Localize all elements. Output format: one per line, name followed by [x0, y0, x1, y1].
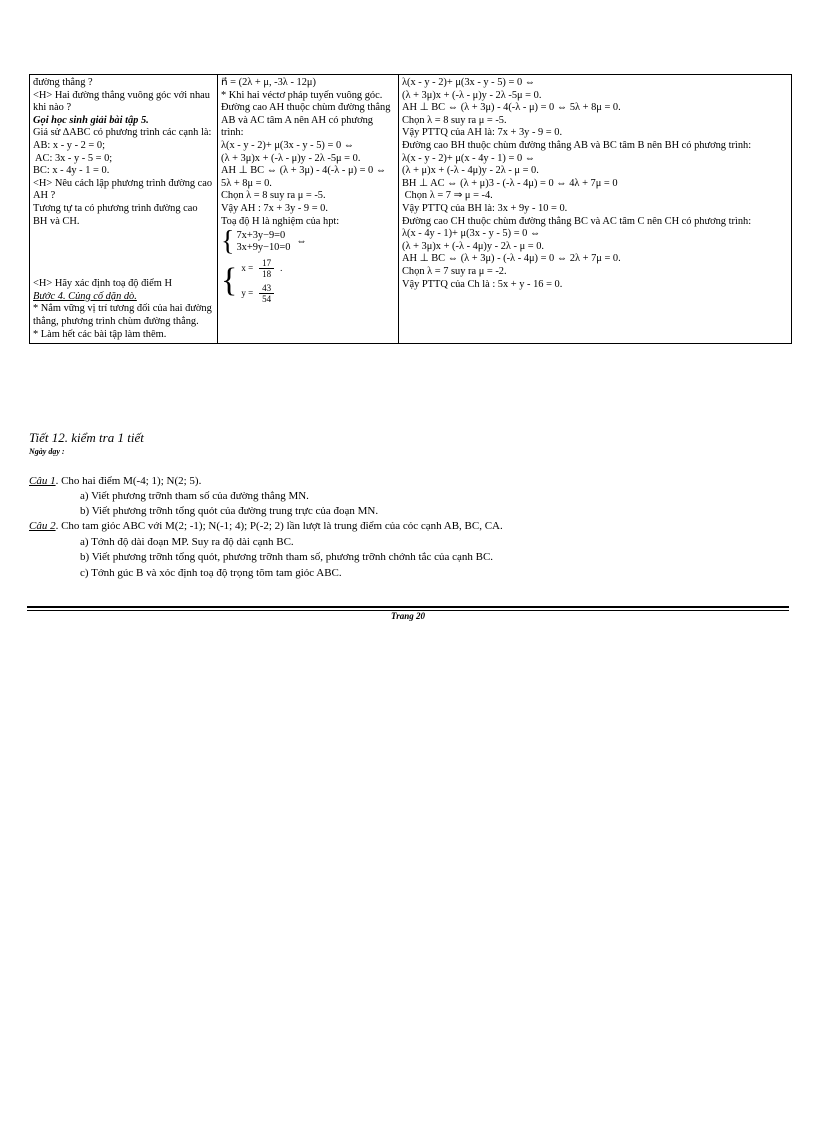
solution-system	[221, 258, 395, 304]
text-line: đường thẳng ?	[33, 77, 93, 88]
spacer	[33, 228, 214, 278]
equation-line: (λ + μ)x + (-λ - 4μ)y - 2λ - μ = 0.	[402, 165, 539, 177]
equation-line: AH ⊥ BC ⇔ (λ + 3μ) - (-λ - 4μ) = 0 ⇔ 2λ + 7μ = 0.	[402, 253, 621, 265]
equation-line: AH ⊥ BC ⇔ (λ + 3μ) - 4(-λ - μ) = 0 ⇔ 5λ + 8μ = 0.	[221, 165, 387, 189]
equiv-symbol: ⇔	[296, 235, 307, 247]
content-column	[399, 75, 792, 344]
equation-line: λ(x - y - 2)+ μ(x - 4y - 1) = 0 ⇔	[402, 152, 536, 164]
equation-line: λ(x - y - 2)+ μ(3x - y - 5) = 0 ⇔	[221, 139, 355, 151]
text-line: * Nắm vững vị trí tương đối của hai đường thẳng, phương trình chùm đường thẳng.	[33, 303, 212, 327]
question-2	[29, 519, 789, 533]
system-eq-2: 3x+9y−10=0	[236, 242, 291, 254]
result-ah: Vậy PTTQ của AH là: 7x + 3y - 9 = 0.	[402, 127, 563, 139]
question-1	[29, 474, 789, 488]
question-2-label: Câu 2	[29, 520, 56, 532]
question-altitude: <H> Nêu cách lập phương trình đường cao AH ?	[33, 177, 213, 202]
equation-line: (λ + 3μ)x + (-λ - μ)y - 2λ -5μ = 0.	[402, 89, 542, 101]
equation-line: Chọn λ = 8 suy ra μ = -5.	[221, 190, 326, 202]
question-2b: b) Viết phương trỡnh tổng quỏt, phương trỡnh tham số, phương trỡnh chớnh tắc của cạnh BC.	[80, 551, 494, 563]
equation-line: Chọn λ = 7 ⇒ μ = -4.	[402, 190, 493, 202]
text-line: Đường cao BH thuộc chùm đường thẳng AB và BC tâm B nên BH có phương trình:	[402, 139, 752, 151]
equation-line: Chọn λ = 7 suy ra μ = -2.	[402, 265, 507, 277]
student-activity-column	[218, 75, 399, 344]
step-heading: Bước 4. Củng cố dặn dò.	[33, 290, 137, 302]
brace-symbol: {	[221, 262, 238, 300]
lesson-table	[29, 74, 792, 344]
text-line: Giả sử ∆ABC có phương trình các cạnh là:	[33, 127, 212, 139]
equation-line: (λ + 3μ)x + (-λ - 4μ)y - 2λ - μ = 0.	[402, 240, 545, 252]
question-1b: b) Viết phương trỡnh tổng quỏt của đường trung trực của đoạn MN.	[80, 505, 379, 517]
equation-line: BH ⊥ AC ⇔ (λ + μ)3 - (-λ - 4μ) = 0 ⇔ 4λ + 7μ = 0	[402, 177, 618, 189]
text-line: Toạ độ H là nghiệm của hpt:	[221, 215, 340, 227]
question-perpendicular: <H> Hai đường thẳng vuông góc với nhau khi nào ?	[33, 89, 210, 114]
solution-x: x = $\frac{17}{18}$ .	[241, 258, 283, 280]
question-1-text: . Cho hai điểm M(-4; 1); N(2; 5).	[55, 475, 202, 487]
question-1a: a) Viết phương trỡnh tham số của đường thẳng MN.	[80, 490, 309, 502]
text-line: * Làm hết các bài tập làm thêm.	[33, 328, 167, 340]
text-line: Tương tự ta có phương trình đường cao BH và CH.	[33, 202, 198, 227]
section-title: Tiết 12. kiểm tra 1 tiết	[29, 430, 144, 445]
equation-line: (λ + 3μ)x + (-λ - μ)y - 2λ -5μ = 0.	[221, 152, 361, 164]
question-1-label: Câu 1	[29, 475, 56, 487]
question-2-text: . Cho tam giỏc ABC với M(2; -1); N(-1; 4); P(-2; 2) lần lượt là trung điểm của cỏc cạnh AB, BC, CA.	[55, 520, 503, 532]
brace-symbol: {	[221, 226, 235, 258]
equation-system	[221, 226, 395, 258]
equation-line: λ(x - y - 2)+ μ(3x - y - 5) = 0 ⇔	[402, 77, 536, 88]
page-number: Trang 20	[391, 611, 425, 621]
exercise-heading: Gọi học sinh giải bài tập 5.	[33, 114, 149, 126]
text-line: * Khi hai véctơ pháp tuyến vuông góc.	[221, 89, 383, 101]
question-point-h: <H> Hãy xác định toạ độ điểm H	[33, 278, 172, 290]
date-label: Ngày dạy :	[29, 447, 65, 456]
normal-vector: n⃗ = (2λ + μ, -3λ - 12μ)	[221, 77, 316, 88]
equation-bc: BC: x - 4y - 1 = 0.	[33, 165, 110, 177]
result-bh: Vậy PTTQ của BH là: 3x + 9y - 10 = 0.	[402, 202, 568, 214]
text-line: Đường cao CH thuộc chùm đường thẳng BC và AC tâm C nên CH có phương trình:	[402, 215, 752, 227]
equation-line: λ(x - 4y - 1)+ μ(3x - y - 5) = 0 ⇔	[402, 228, 541, 240]
footer-rule	[27, 606, 789, 608]
equation-line: AH ⊥ BC ⇔ (λ + 3μ) - 4(-λ - μ) = 0 ⇔ 5λ + 8μ = 0.	[402, 102, 621, 114]
equation-ac: AC: 3x - y - 5 = 0;	[33, 152, 113, 164]
system-eq-1: 7x+3y−9=0	[236, 229, 286, 241]
equation-ab: AB: x - y - 2 = 0;	[33, 139, 105, 151]
question-2a: a) Tớnh độ dài đoạn MP. Suy ra độ dài cạnh BC.	[80, 536, 294, 548]
result-ch: Vậy PTTQ của Ch là : 5x + y - 16 = 0.	[402, 278, 563, 290]
solution-y: y = $\frac{43}{54}$	[241, 283, 282, 304]
equation-line: Vậy AH : 7x + 3y - 9 = 0.	[221, 202, 328, 214]
equation-line: Chọn λ = 8 suy ra μ = -5.	[402, 114, 507, 126]
question-2c: c) Tớnh gúc B và xỏc định toạ độ trọng tõm tam giỏc ABC.	[80, 567, 342, 579]
teacher-activity-column	[30, 75, 218, 344]
text-line: Đường cao AH thuộc chùm đường thẳng AB và AC tâm A nên AH có phương trình:	[221, 102, 391, 139]
